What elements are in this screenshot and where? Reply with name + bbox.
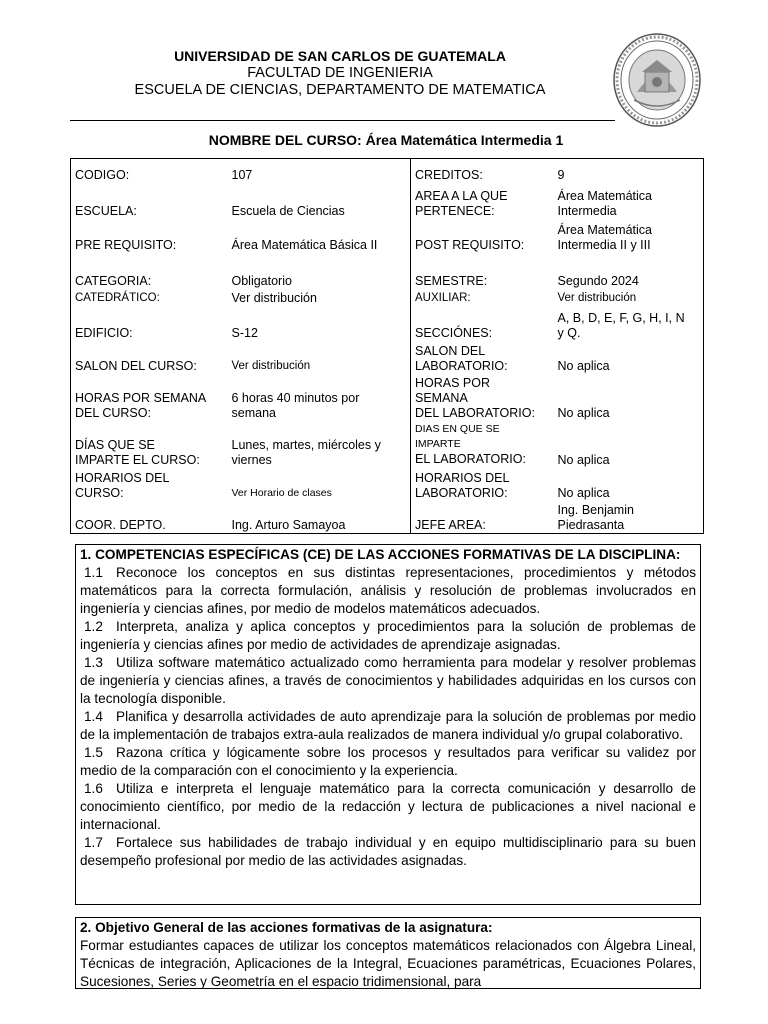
competencia-text: Utiliza e interpreta el lenguaje matemático para la correcta comunicación y desarrollo de conocimiento científico, por medio de la redacción y lectura de publicaciones a nivel nacional e internacional. — [80, 781, 696, 832]
competencia-number: 1.6 — [84, 781, 103, 796]
university-name: UNIVERSIDAD DE SAN CARLOS DE GUATEMALA — [174, 48, 506, 64]
secciones-value: A, B, D, E, F, G, H, I, N y Q. — [554, 306, 704, 341]
coor-value: Ing. Arturo Samayoa — [228, 501, 411, 534]
competencia-item — [80, 708, 696, 744]
codigo-value: 107 — [228, 159, 411, 183]
course-name: NOMBRE DEL CURSO: Área Matemática Intermedia 1 — [208, 132, 564, 148]
competencias-title: 1. COMPETENCIAS ESPECÍFICAS (CE) DE LAS ACCIONES FORMATIVAS DE LA DISCIPLINA: — [80, 547, 681, 562]
catedratico-label: CATEDRÁTICO: — [71, 289, 228, 306]
competencia-text: Interpreta, analiza y aplica conceptos y procedimientos para la solución de problemas de ingeniería y ciencias afines por medio de actividades de aprendizaje asignadas. — [80, 619, 696, 652]
competencia-number: 1.2 — [84, 619, 103, 634]
dias-lab-label: DIAS EN QUE SE IMPARTE EL LABORATORIO: — [411, 421, 554, 468]
objetivo-text: Formar estudiantes capaces de utilizar los conceptos matemáticos relacionados con Álgebra Lineal, Técnicas de integración, Aplicaciones de la Integral, Ecuaciones paramétricas, Ecuaciones Polares, Sucesiones, Series y Geometría en el espacio tridimensional, para — [80, 938, 696, 989]
horas-value: 6 horas 40 minutos por semana — [228, 374, 411, 421]
secciones-label: SECCIÓNES: — [411, 306, 554, 341]
objetivo-title: 2. Objetivo General de las acciones formativas de la asignatura: — [80, 920, 493, 935]
competencia-number: 1.7 — [84, 835, 103, 850]
horarios-value: Ver Horario de clases — [228, 468, 411, 501]
horarios-lab-label: HORARIOS DEL LABORATORIO: — [411, 468, 554, 501]
competencia-item — [80, 780, 696, 834]
prerequisito-label: PRE REQUISITO: — [71, 219, 228, 253]
auxiliar-value: Ver distribución — [554, 289, 704, 306]
semestre-label: SEMESTRE: — [411, 253, 554, 289]
creditos-label: CREDITOS: — [411, 159, 554, 183]
auxiliar-label: AUXILIAR: — [411, 289, 554, 306]
jefe-value: Ing. Benjamin Piedrasanta — [554, 501, 704, 534]
competencia-item — [80, 564, 696, 618]
horarios-label: HORARIOS DEL CURSO: — [71, 468, 228, 501]
school-name: ESCUELA DE CIENCIAS, DEPARTAMENTO DE MATEMATICA — [134, 82, 546, 98]
semestre-value: Segundo 2024 — [554, 253, 704, 289]
course-info-table — [70, 158, 704, 534]
objetivo-section — [75, 917, 701, 989]
salon-value: Ver distribución — [228, 341, 411, 374]
area-label: AREA A LA QUE PERTENECE: — [411, 183, 554, 219]
escuela-value: Escuela de Ciencias — [228, 183, 411, 219]
catedratico-value: Ver distribución — [228, 289, 411, 306]
competencia-text: Reconoce los conceptos en sus distintas representaciones, procedimientos y métodos matemáticos para la correcta formulación, análisis y resolución de problemas involucrados en ingeniería y ciencias afines, por medio de modelos matemáticos adecuados. — [80, 565, 696, 616]
competencia-item — [80, 744, 696, 780]
header-rule — [70, 120, 615, 121]
salon-label: SALON DEL CURSO: — [71, 341, 228, 374]
competencia-item — [80, 654, 696, 708]
codigo-label: CODIGO: — [71, 159, 228, 183]
competencia-text: Planifica y desarrolla actividades de auto aprendizaje para la solución de problemas por medio de la implementación de trabajos extra-aula realizados de manera individual y/o grupal colaborativo. — [80, 709, 696, 742]
competencia-item — [80, 618, 696, 654]
salon-lab-label: SALON DEL LABORATORIO: — [411, 341, 554, 374]
competencia-number: 1.4 — [84, 709, 103, 724]
prerequisito-value: Área Matemática Básica II — [228, 219, 411, 253]
competencia-text: Utiliza software matemático actualizado como herramienta para modelar y resolver problemas de ingeniería y ciencias afines, a través de conocimientos y habilidades adquiridas en los cursos con la tecnología disponible. — [80, 655, 696, 706]
competencia-text: Razona crítica y lógicamente sobre los procesos y resultados para verificar su validez por medio de la comparación con el conocimiento y la experiencia. — [80, 745, 696, 778]
dias-label: DÍAS QUE SE IMPARTE EL CURSO: — [71, 421, 228, 468]
dias-lab-value: No aplica — [554, 421, 704, 468]
categoria-value: Obligatorio — [228, 253, 411, 289]
competencia-number: 1.1 — [84, 565, 103, 580]
competencia-item — [80, 834, 696, 870]
creditos-value: 9 — [554, 159, 704, 183]
coor-label: COOR. DEPTO. — [71, 501, 228, 534]
postrequisito-value: Área Matemática Intermedia II y III — [554, 219, 704, 253]
dias-value: Lunes, martes, miércoles y viernes — [228, 421, 411, 468]
horas-lab-value: No aplica — [554, 374, 704, 421]
document-header — [70, 48, 610, 99]
postrequisito-label: POST REQUISITO: — [411, 219, 554, 253]
competencia-number: 1.5 — [84, 745, 103, 760]
faculty-name: FACULTAD DE INGENIERIA — [247, 65, 433, 81]
area-value: Área Matemática Intermedia — [554, 183, 704, 219]
university-seal-icon — [612, 32, 702, 128]
categoria-label: CATEGORIA: — [71, 253, 228, 289]
jefe-label: JEFE AREA: — [411, 501, 554, 534]
salon-lab-value: No aplica — [554, 341, 704, 374]
competencia-number: 1.3 — [84, 655, 103, 670]
horas-label: HORAS POR SEMANA DEL CURSO: — [71, 374, 228, 421]
edificio-value: S-12 — [228, 306, 411, 341]
competencia-text: Fortalece sus habilidades de trabajo individual y en equipo multidisciplinario para su buen desempeño profesional por medio de las actividades asignadas. — [80, 835, 696, 868]
competencias-list — [80, 564, 696, 870]
horarios-lab-value: No aplica — [554, 468, 704, 501]
competencias-section — [75, 544, 701, 905]
edificio-label: EDIFICIO: — [71, 306, 228, 341]
escuela-label: ESCUELA: — [71, 183, 228, 219]
horas-lab-label: HORAS POR SEMANA DEL LABORATORIO: — [411, 374, 554, 421]
